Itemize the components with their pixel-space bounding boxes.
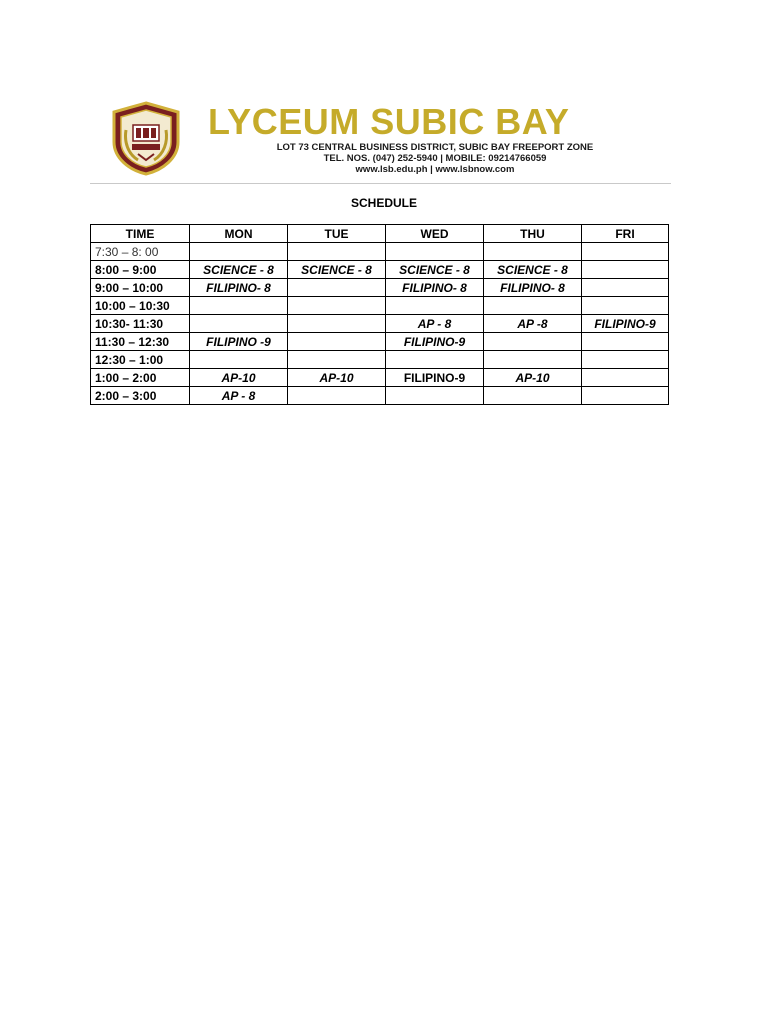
column-header-time: TIME bbox=[91, 225, 190, 243]
schedule-cell: FILIPINO- 8 bbox=[190, 279, 288, 297]
time-slot: 1:00 – 2:00 bbox=[91, 369, 190, 387]
document-title: SCHEDULE bbox=[350, 196, 417, 210]
letterhead-contact-info bbox=[240, 142, 630, 175]
time-slot: 9:00 – 10:00 bbox=[91, 279, 190, 297]
schedule-cell: SCIENCE - 8 bbox=[288, 261, 386, 279]
schedule-cell bbox=[190, 315, 288, 333]
table-header-row bbox=[91, 225, 669, 243]
header-divider bbox=[90, 183, 671, 184]
schedule-cell bbox=[484, 243, 582, 261]
table-row bbox=[91, 297, 669, 315]
schedule-cell: FILIPINO-9 bbox=[386, 333, 484, 351]
table-row bbox=[91, 261, 669, 279]
column-header-wed: WED bbox=[386, 225, 484, 243]
schedule-cell: FILIPINO-9 bbox=[386, 369, 484, 387]
schedule-cell: SCIENCE - 8 bbox=[386, 261, 484, 279]
time-slot: 12:30 – 1:00 bbox=[91, 351, 190, 369]
school-name: LYCEUM SUBIC BAY bbox=[208, 101, 570, 142]
schedule-cell: AP - 8 bbox=[190, 387, 288, 405]
schedule-cell bbox=[288, 333, 386, 351]
schedule-cell bbox=[386, 351, 484, 369]
school-websites: www.lsb.edu.ph | www.lsbnow.com bbox=[355, 164, 515, 175]
schedule-cell bbox=[582, 387, 669, 405]
schedule-cell bbox=[484, 333, 582, 351]
schedule-cell bbox=[582, 297, 669, 315]
school-seal-icon bbox=[108, 100, 184, 176]
schedule-cell bbox=[288, 297, 386, 315]
table-row bbox=[91, 369, 669, 387]
schedule-cell bbox=[386, 243, 484, 261]
schedule-cell bbox=[288, 351, 386, 369]
school-phones: TEL. NOS. (047) 252-5940 | MOBILE: 09214766059 bbox=[323, 153, 547, 164]
schedule-cell bbox=[582, 351, 669, 369]
schedule-cell: AP-10 bbox=[288, 369, 386, 387]
schedule-cell: FILIPINO- 8 bbox=[484, 279, 582, 297]
table-row bbox=[91, 279, 669, 297]
time-slot: 8:00 – 9:00 bbox=[91, 261, 190, 279]
column-header-thu: THU bbox=[484, 225, 582, 243]
time-slot: 10:00 – 10:30 bbox=[91, 297, 190, 315]
table-row bbox=[91, 387, 669, 405]
schedule-cell bbox=[582, 333, 669, 351]
letterhead bbox=[90, 96, 671, 180]
schedule-cell bbox=[190, 243, 288, 261]
column-header-fri: FRI bbox=[582, 225, 669, 243]
schedule-cell bbox=[386, 387, 484, 405]
schedule-cell: SCIENCE - 8 bbox=[484, 261, 582, 279]
schedule-cell: FILIPINO -9 bbox=[190, 333, 288, 351]
schedule-cell: AP -8 bbox=[484, 315, 582, 333]
schedule-cell bbox=[288, 315, 386, 333]
schedule-cell: AP-10 bbox=[484, 369, 582, 387]
schedule-cell bbox=[484, 297, 582, 315]
schedule-cell: SCIENCE - 8 bbox=[190, 261, 288, 279]
school-address: LOT 73 CENTRAL BUSINESS DISTRICT, SUBIC BAY FREEPORT ZONE bbox=[276, 142, 594, 153]
schedule-cell: AP - 8 bbox=[386, 315, 484, 333]
table-row bbox=[91, 351, 669, 369]
column-header-mon: MON bbox=[190, 225, 288, 243]
column-header-tue: TUE bbox=[288, 225, 386, 243]
schedule-cell bbox=[484, 351, 582, 369]
schedule-cell bbox=[484, 387, 582, 405]
time-slot: 11:30 – 12:30 bbox=[91, 333, 190, 351]
schedule-cell bbox=[582, 369, 669, 387]
schedule-cell bbox=[582, 279, 669, 297]
time-slot: 7:30 – 8: 00 bbox=[91, 243, 190, 261]
schedule-cell bbox=[288, 279, 386, 297]
table-row bbox=[91, 315, 669, 333]
table-row bbox=[91, 333, 669, 351]
time-slot: 10:30- 11:30 bbox=[91, 315, 190, 333]
table-row bbox=[91, 243, 669, 261]
time-slot: 2:00 – 3:00 bbox=[91, 387, 190, 405]
schedule-cell bbox=[386, 297, 484, 315]
schedule-cell bbox=[582, 261, 669, 279]
schedule-cell bbox=[190, 351, 288, 369]
schedule-table bbox=[90, 224, 669, 405]
schedule-cell bbox=[288, 243, 386, 261]
schedule-cell bbox=[582, 243, 669, 261]
schedule-cell: FILIPINO- 8 bbox=[386, 279, 484, 297]
schedule-cell bbox=[190, 297, 288, 315]
schedule-cell: AP-10 bbox=[190, 369, 288, 387]
schedule-cell bbox=[288, 387, 386, 405]
schedule-cell: FILIPINO-9 bbox=[582, 315, 669, 333]
